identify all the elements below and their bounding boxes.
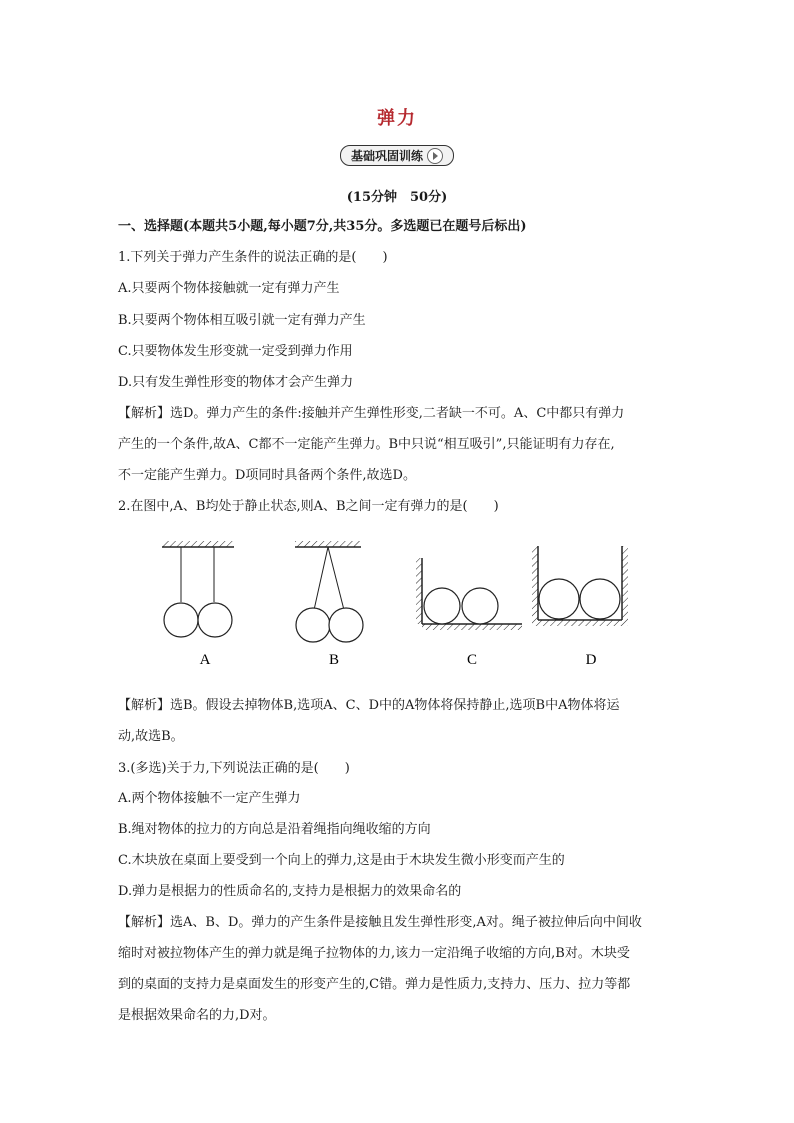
q3-option-a: A.两个物体接触不一定产生弹力 (118, 791, 301, 806)
figure-option-a (162, 541, 234, 668)
q1-analysis-line: 【解析】选D。弹力产生的条件:接触并产生弹性形变,二者缺一不可。A、C中都只有弹力 (118, 406, 625, 421)
badge-label: 基础巩固训练 (350, 149, 423, 163)
q1-option-b: B.只要两个物体相互吸引就一定有弹力产生 (118, 313, 366, 328)
q1-option-c: C.只要物体发生形变就一定受到弹力作用 (118, 344, 353, 359)
q3-option-b: B.绳对物体的拉力的方向总是沿着绳指向绳收缩的方向 (118, 822, 431, 837)
section-header: 一、选择题(本题共5小题,每小题7分,共35分。多选题已在题号后标出) (118, 219, 527, 234)
figure-option-c (416, 558, 522, 668)
q3-analysis-line: 到的桌面的支持力是桌面发生的形变产生的,C错。弹力是性质力,支持力、压力、拉力等都 (118, 977, 631, 992)
figure-caption: D (585, 652, 597, 668)
floor-hatch (532, 620, 628, 626)
wall-hatch (532, 546, 538, 620)
section-badge (340, 145, 454, 166)
q3-stem: 3.(多选)关于力,下列说法正确的是( ) (118, 761, 350, 776)
q2-figure (150, 538, 650, 678)
ball-a (164, 603, 198, 637)
ball-a (296, 608, 330, 642)
figure-option-b (295, 541, 363, 668)
ball-b (462, 588, 498, 624)
q3-analysis-line: 是根据效果命名的力,D对。 (118, 1008, 276, 1023)
q2-analysis-line: 【解析】选B。假设去掉物体B,选项A、C、D中的A物体将保持静止,选项B中A物体将运 (118, 698, 620, 713)
page-title: 弹力 (377, 108, 417, 129)
q3-option-d: D.弹力是根据力的性质命名的,支持力是根据力的效果命名的 (118, 884, 462, 899)
ceiling-hatch (295, 541, 361, 547)
figure-caption: C (466, 652, 478, 668)
wall-hatch (622, 546, 628, 620)
string (314, 547, 328, 610)
string (328, 547, 344, 610)
ball-a (539, 579, 579, 619)
q3-analysis-line: 缩时对被拉物体产生的弹力就是绳子拉物体的力,该力一定沿绳子收缩的方向,B对。木块受 (118, 946, 630, 961)
ball-b (580, 579, 620, 619)
q1-stem: 1.下列关于弹力产生条件的说法正确的是( ) (118, 250, 388, 265)
q3-analysis-line: 【解析】选A、B、D。弹力的产生条件是接触且发生弹性形变,A对。绳子被拉伸后向中间收 (118, 915, 642, 930)
badge-row (0, 145, 794, 166)
play-icon (427, 148, 443, 164)
time-score: (15分钟 50分) (346, 190, 448, 205)
q1-analysis-line: 产生的一个条件,故A、C都不一定能产生弹力。B中只说“相互吸引”,只能证明有力存在, (118, 437, 615, 452)
q1-analysis-line: 不一定能产生弹力。D项同时具备两个条件,故选D。 (118, 468, 416, 483)
q1-option-a: A.只要两个物体接触就一定有弹力产生 (118, 281, 340, 296)
ball-b (329, 608, 363, 642)
figure-caption: B (328, 652, 340, 668)
q2-stem: 2.在图中,A、B均处于静止状态,则A、B之间一定有弹力的是( ) (118, 499, 499, 514)
ceiling-hatch (162, 541, 234, 547)
figure-option-d (532, 546, 628, 668)
q1-option-d: D.只有发生弹性形变的物体才会产生弹力 (118, 375, 354, 390)
ball-a (424, 588, 460, 624)
q3-option-c: C.木块放在桌面上要受到一个向上的弹力,这是由于木块发生微小形变而产生的 (118, 853, 565, 868)
figure-caption: A (199, 652, 211, 668)
q2-analysis-line: 动,故选B。 (118, 729, 184, 744)
ball-b (198, 603, 232, 637)
floor-hatch (422, 624, 522, 630)
wall-hatch (416, 558, 422, 624)
